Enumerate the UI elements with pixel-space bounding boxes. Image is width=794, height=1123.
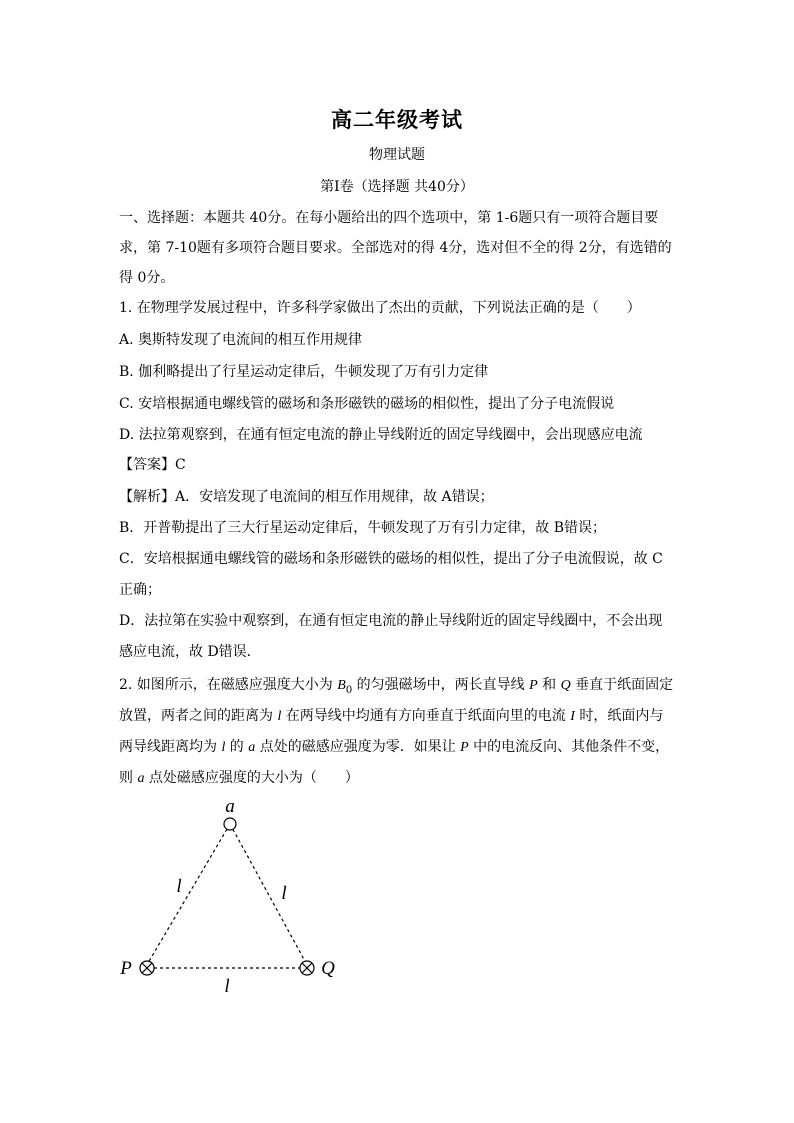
question-2-line-4: [119, 768, 359, 789]
q2-text: 垂直于纸面固定: [570, 677, 674, 693]
question-1-stem: 1. 在物理学发展过程中，许多科学家做出了杰出的贡献，下列说法正确的是（ ）: [119, 300, 641, 316]
q2-symbol-l: l: [277, 709, 282, 724]
question-2-line-2: [119, 706, 663, 727]
q2-text: 2. 如图所示，在磁感应强度大小为: [119, 677, 338, 693]
q2-symbol-i: I: [570, 709, 575, 724]
question-1-analysis-line-1: 【解析】A．安培发现了电流间的相互作用规律，故 A错误；: [119, 489, 494, 505]
q2-text: 在两导线中均通有方向垂直于纸面向里的电流: [281, 708, 571, 724]
q2-symbol-b: B: [337, 678, 346, 693]
wire-triangle-figure: [110, 795, 350, 1005]
question-1-option-c: C. 安培根据通电螺线管的磁场和条形磁铁的磁场的相似性，提出了分子电流假说: [119, 396, 615, 412]
q2-symbol-p: P: [529, 678, 538, 693]
page-subtitle: 物理试题: [369, 147, 425, 163]
label-p: P: [120, 958, 132, 979]
point-a-circle: [224, 818, 236, 830]
q2-text: 时，纸面内与: [574, 708, 664, 724]
q2-symbol-a: a: [137, 771, 145, 786]
q2-text: 放置，两者之间的距离为: [119, 708, 278, 724]
instructions-line-1: 一、选择题：本题共 40分。在每小题给出的四个选项中，第 1-6题只有一项符合题目要: [119, 210, 659, 226]
question-1-analysis-line-5: D．法拉第在实验中观察到，在通有恒定电流的静止导线附近的固定导线圈中，不会出现: [119, 613, 663, 629]
wire-q-into-page-icon: [300, 961, 314, 975]
question-1-option-d: D. 法拉第观察到，在通有恒定电流的静止导线附近的固定导线圈中，会出现感应电流: [119, 427, 643, 443]
question-2-line-3: [119, 737, 669, 758]
dashed-line-qa: [230, 824, 306, 963]
q2-symbol-a: a: [248, 740, 256, 755]
question-1-analysis-line-3: C．安培根据通电螺线管的磁场和条形磁铁的磁场的相似性，提出了分子电流假说，故 C: [119, 551, 663, 567]
dashed-line-pa: [148, 824, 230, 963]
q2-text: 的: [225, 739, 249, 755]
page-title: 高二年级考试: [331, 107, 463, 132]
question-1-analysis-line-2: B．开普勒提出了三大行星运动定律后，牛顿发现了万有引力定律，故 B错误；: [119, 520, 607, 536]
wire-p-into-page-icon: [140, 961, 154, 975]
question-1-option-a: A. 奥斯特发现了电流间的相互作用规律: [119, 332, 363, 348]
q2-text: 点处磁感应强度的大小为（ ）: [144, 770, 359, 786]
question-1-analysis-line-6: 感应电流，故 D错误．: [119, 644, 261, 660]
q2-symbol-b-subscript: 0: [345, 684, 353, 696]
q2-symbol-q: Q: [560, 678, 571, 693]
label-q: Q: [321, 958, 335, 979]
q2-symbol-l: l: [221, 740, 226, 755]
label-side-right: l: [281, 883, 287, 904]
q2-text: 则: [119, 770, 138, 786]
label-side-bottom: l: [224, 976, 230, 997]
q2-symbol-p: P: [460, 740, 469, 755]
question-2-line-1: [119, 675, 673, 701]
question-1-answer: 【答案】C: [119, 457, 186, 473]
q2-text: 中的电流反向、其他条件不变，: [468, 739, 670, 755]
label-side-left: l: [176, 876, 182, 897]
label-a: a: [225, 796, 235, 817]
instructions-line-2: 求，第 7-10题有多项符合题目要求。全部选对的得 4分，选对但不全的得 2分，有选错的: [119, 240, 672, 256]
q2-text: 点处的磁感应强度为零．如果让: [255, 739, 461, 755]
q2-text: 的匀强磁场中，两长直导线: [352, 677, 530, 693]
q2-text: 和: [537, 677, 561, 693]
instructions-line-3: 得 0分。: [119, 270, 175, 286]
section-heading: 第Ⅰ卷（选择题 共40分）: [320, 179, 474, 195]
question-1-analysis-line-4: 正确；: [119, 582, 161, 598]
q2-text: 两导线距离均为: [119, 739, 222, 755]
question-1-option-b: B. 伽利略提出了行星运动定律后，牛顿发现了万有引力定律: [119, 364, 489, 380]
